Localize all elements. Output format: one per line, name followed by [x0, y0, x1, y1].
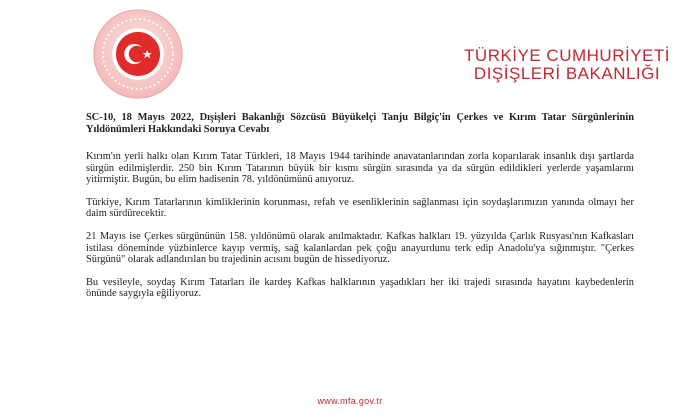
ministry-seal-icon: [92, 8, 184, 100]
document-body: [86, 112, 634, 311]
ministry-line-2: DIŞİŞLERİ BAKANLIĞI: [473, 64, 661, 83]
paragraph-3: 21 Mayıs ise Çerkes sürgününün 158. yıldönümü olarak anılmaktadır. Kafkas halkları 19. yüzyılda Çarlık Rusyası'nın Kafkasları istilası döneminde yüzbinlerce kayıp vermiş, sağ kalanlardan pek çoğu anayurdunu terk edip Anadolu'ya sığınmıştır. "Çerkes Sürgünü" olarak adlandırılan bu trajedinin acısını bugün de hissediyoruz.: [86, 230, 634, 266]
paragraph-2: Türkiye, Kırım Tatarlarının kimliklerinin korunması, refah ve esenliklerinin sağlanması için soydaşlarımızın yanında olmayı her daim sürdürecektir.: [86, 196, 634, 220]
ministry-line-1: TÜRKİYE CUMHURİYETİ: [464, 46, 670, 65]
paragraph-1: Kırım'ın yerli halkı olan Kırım Tatar Türkleri, 18 Mayıs 1944 tarihinde anavatanlarından zorla koparılarak insanlık dışı şartlarda sürgün edilmişlerdir. 250 bin Kırım Tatarının büyük bir kısmı sürgün sırasında ya da sürgün edildikleri yerlerde yaşamlarını yitirmiştir. Bugün, bu elim hadisenin 78. yıldönümünü anıyoruz.: [86, 151, 634, 186]
paragraph-4: Bu vesileyle, soydaş Kırım Tatarları ile kardeş Kafkas halklarının yaşadıkları her iki trajedi sırasında hayatını kaybedenlerin önünde saygıyla eğiliyoruz.: [86, 276, 634, 300]
footer-website-link[interactable]: www.mfa.gov.tr: [317, 396, 383, 406]
ministry-name: [464, 47, 670, 83]
document-title: SC-10, 18 Mayıs 2022, Dışişleri Bakanlığı Sözcüsü Büyükelçi Tanju Bilgiç'in Çerkes ve Kırım Tatar Sürgünlerinin Yıldönümleri Hakkındaki Soruya Cevabı: [86, 112, 634, 135]
